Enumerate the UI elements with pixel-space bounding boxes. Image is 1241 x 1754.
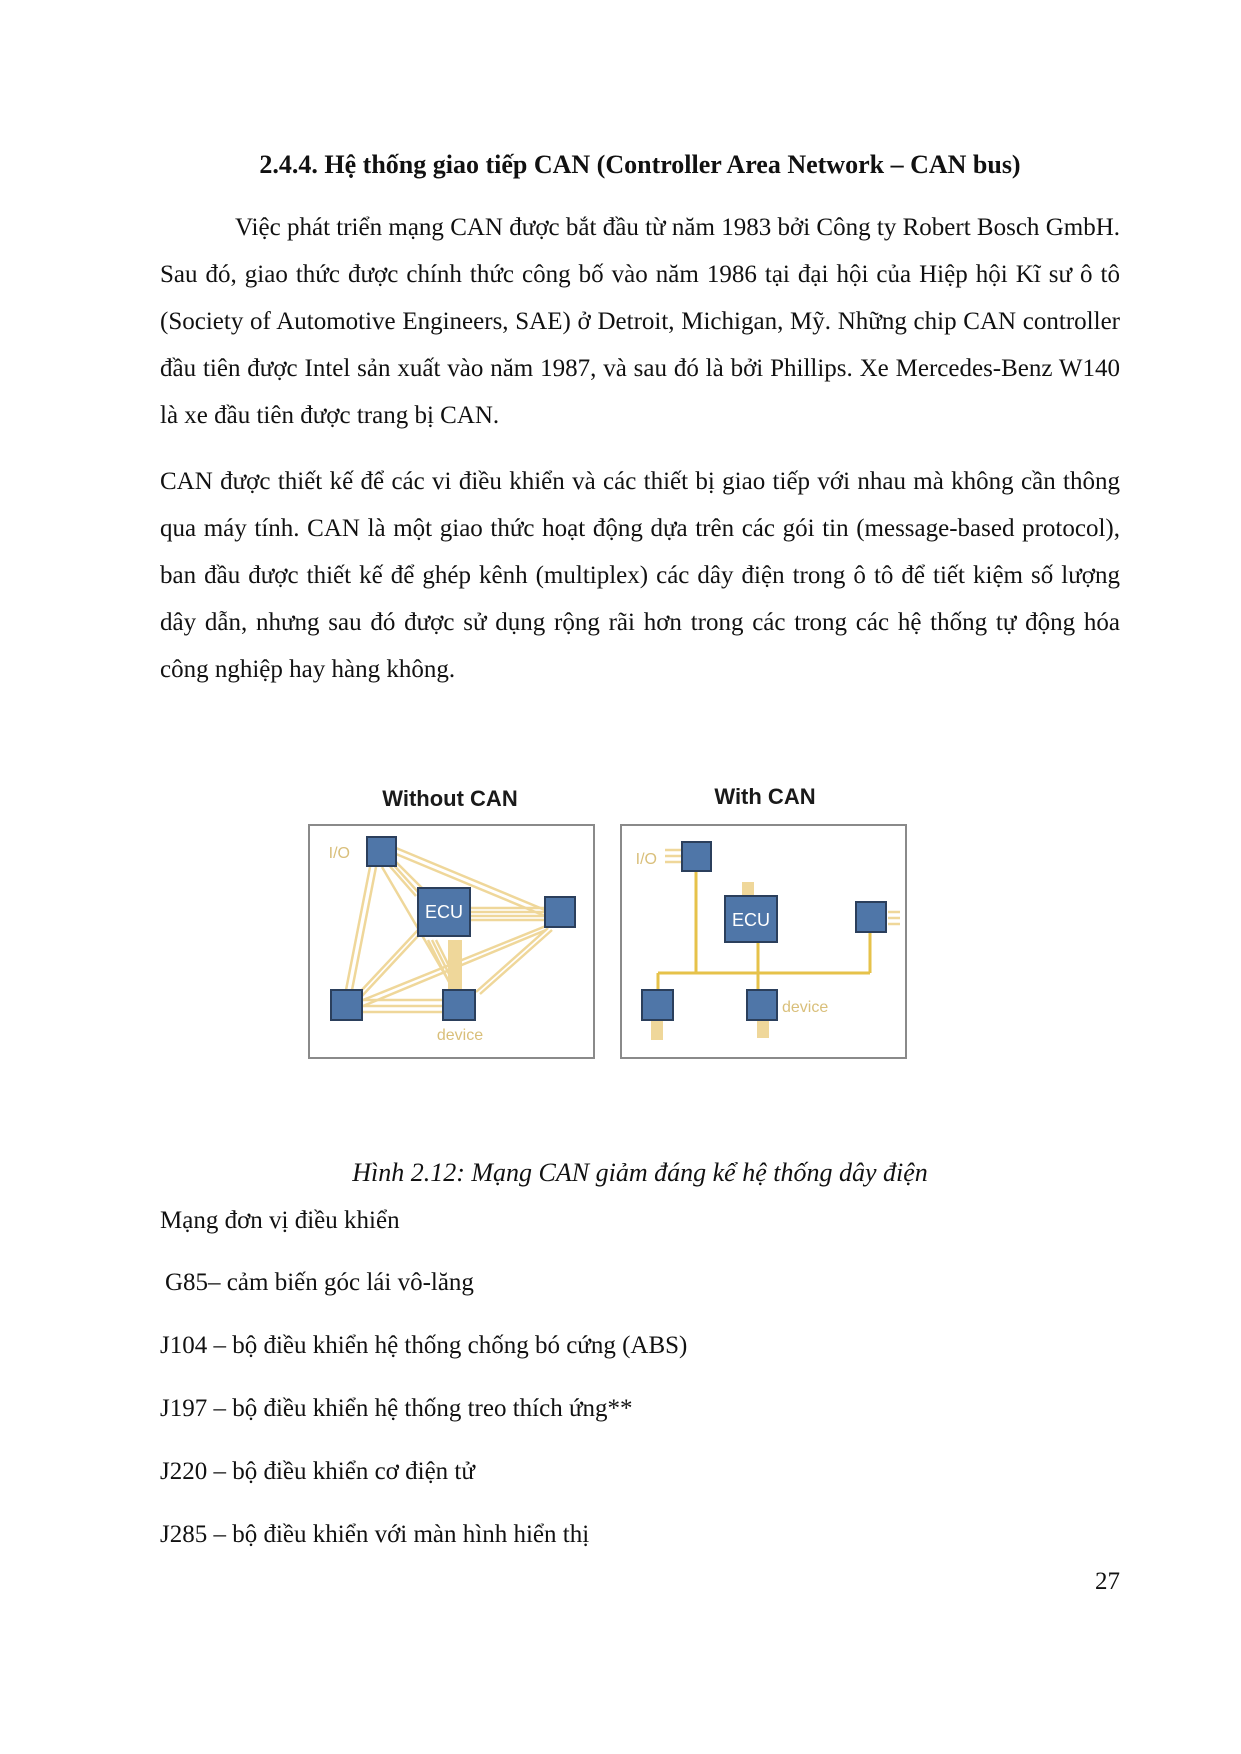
figure-svg xyxy=(290,780,990,1100)
io-label-right: I/O xyxy=(635,851,657,868)
without-can-panel xyxy=(309,825,594,1058)
paragraph-description: CAN được thiết kế để các vi điều khiển và các thiết bị giao tiếp với nhau mà không cần thông qua máy tính. CAN là một giao thức hoạt động dựa trên các gói tin (message-based protocol), ban đầu được thiết kế để ghép kênh (multiplex) các dây điện trong ô tô để tiết kiệm số lượng dây dẫn, nhưng sau đó được sử dụng rộng rãi hơn trong các trong các hệ thống tự động hóa công nghiệp hay hàng không. xyxy=(160,468,1120,683)
bottom-left-node-right xyxy=(642,990,673,1020)
can-comparison-figure xyxy=(290,780,990,1100)
device-label-left: device xyxy=(436,1027,484,1044)
ecu-device-bundle xyxy=(448,940,462,990)
right-node-left xyxy=(545,897,575,927)
list-title: Mạng đơn vị điều khiển xyxy=(160,1207,400,1234)
io-node-left xyxy=(367,837,396,866)
list-item: J220 – bộ điều khiển cơ điện tử xyxy=(160,1458,475,1485)
device-node-right xyxy=(747,990,777,1020)
ecu-label-right: ECU xyxy=(731,910,771,930)
with-can-panel xyxy=(621,825,906,1058)
with-can-title: With CAN xyxy=(714,784,816,809)
list-item: J104 – bộ điều khiển hệ thống chống bó cứng (ABS) xyxy=(160,1332,688,1359)
list-item: J197 – bộ điều khiển hệ thống treo thích ứng** xyxy=(160,1395,633,1422)
device-label-right: device xyxy=(782,999,829,1016)
right-node-right xyxy=(856,902,886,932)
io-label-left: I/O xyxy=(328,845,350,862)
bottom-left-stub xyxy=(651,1020,663,1040)
without-can-title: Without CAN xyxy=(382,786,518,811)
list-item: G85– cảm biến góc lái vô-lăng xyxy=(165,1269,474,1296)
bottom-left-node-left xyxy=(331,990,362,1020)
section-heading: 2.4.4. Hệ thống giao tiếp CAN (Controller Area Network – CAN bus) xyxy=(259,150,1021,179)
io-node-right xyxy=(682,842,711,871)
paragraph-history: Việc phát triển mạng CAN được bắt đầu từ năm 1983 bởi Công ty Robert Bosch GmbH. Sau đó, giao thức được chính thức công bố vào năm 1986 tại đại hội của Hiệp hội Kĩ sư ô tô (Society of Automotive Engineers, SAE) ở Detroit, Michigan, Mỹ. Những chip CAN controller đầu tiên được Intel sản xuất vào năm 1987, và sau đó là bởi Phillips. Xe Mercedes-Benz W140 là xe đầu tiên được trang bị CAN. xyxy=(160,214,1120,429)
device-stub xyxy=(757,1020,769,1038)
ecu-label-left: ECU xyxy=(424,902,464,922)
device-node-left xyxy=(443,990,475,1020)
figure-caption: Hình 2.12: Mạng CAN giảm đáng kể hệ thống dây điện xyxy=(352,1158,928,1187)
list-item: J285 – bộ điều khiển với màn hình hiển thị xyxy=(160,1521,590,1548)
page-number: 27 xyxy=(1095,1568,1120,1595)
